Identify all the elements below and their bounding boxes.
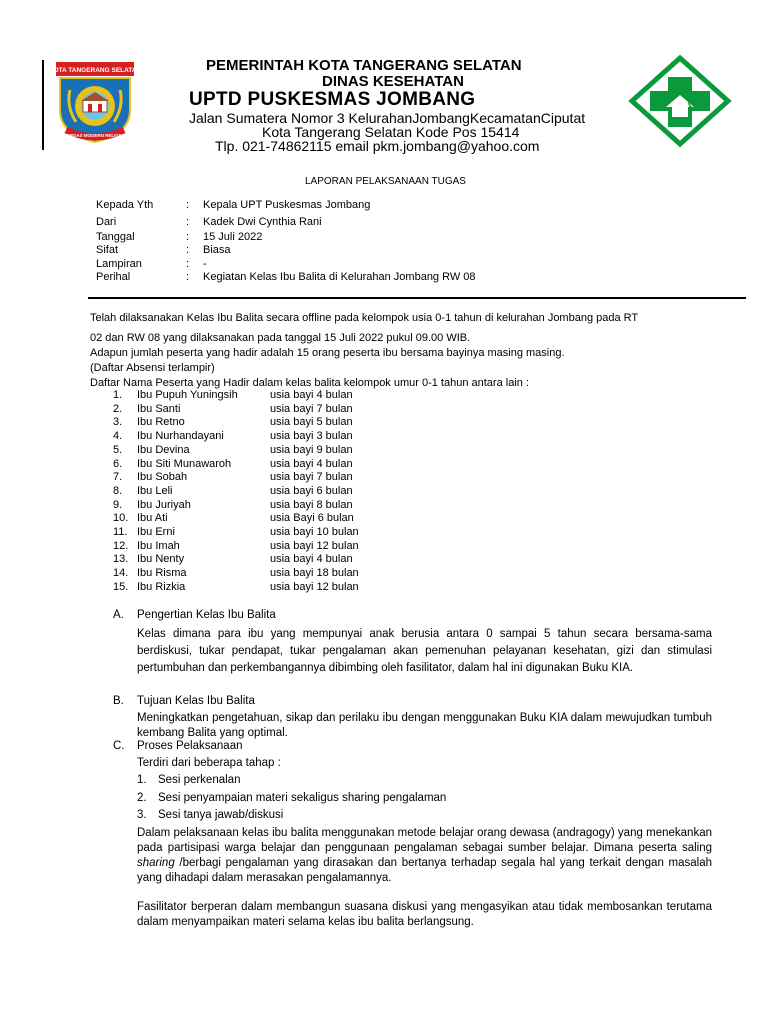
participant-number: 15. <box>113 580 129 593</box>
emblem-top-text: KOTA TANGERANG SELATAN <box>52 67 138 74</box>
header-institution: UPTD PUSKESMAS JOMBANG <box>189 89 476 110</box>
participant-number: 1. <box>113 389 123 401</box>
section-a-text: Kelas dimana para ibu yang mempunyai anak berusia antara 0 sampai 5 tahun secara bersama-sama berdiskusi, tukar pendapat, tukar pengalaman akan pemenuhan pelayanan kesehatan, gizi dan stimulasi pertumbuhan dan perkembangannya dibimbing oleh fasilitator, dalam hal ini digunakan Buku KIA. <box>137 628 712 674</box>
city-emblem-logo <box>52 60 138 146</box>
c-p1-part-a: Dalam pelaksanaan kelas ibu balita menggunakan metode belajar orang dewasa (andragogy) yang menekankan pada partisipasi warga belajar dan penggunaan pengalaman sebagai sumber belajar. Dimana peserta saling <box>137 827 712 854</box>
section-c-intro: Terdiri dari beberapa tahap : <box>137 757 281 769</box>
participant-baby-age: usia bayi 3 bulan <box>270 430 353 443</box>
participant-number: 6. <box>113 457 123 470</box>
participant-name: Ibu Santi <box>137 402 181 415</box>
memo-key: Tanggal <box>96 231 135 243</box>
participant-number: 8. <box>113 484 123 497</box>
intro-list-heading: Daftar Nama Peserta yang Hadir dalam kelas balita kelompok umur 0-1 tahun antara lain : <box>90 377 530 389</box>
participant-baby-age: usia bayi 9 bulan <box>270 443 353 456</box>
participant-baby-age: usia bayi 7 bulan <box>270 402 353 415</box>
memo-colon: : <box>186 271 190 283</box>
participant-name: Ibu Siti Munawaroh <box>137 457 232 470</box>
memo-colon: : <box>186 216 190 228</box>
process-step-text: Sesi penyampaian materi sekaligus sharing pengalaman <box>158 791 447 804</box>
participant-number: 3. <box>113 416 123 429</box>
participant-baby-age: usia bayi 4 bulan <box>270 389 353 401</box>
participant-number: 4. <box>113 430 123 443</box>
participant-number: 5. <box>113 443 123 456</box>
participant-name: Ibu Retno <box>137 416 185 429</box>
participant-name: Ibu Devina <box>137 443 190 456</box>
participant-name: Ibu Nenty <box>137 553 185 566</box>
participant-name: Ibu Ati <box>137 512 168 525</box>
section-b-title: Tujuan Kelas Ibu Balita <box>137 695 255 707</box>
participant-baby-age: usia bayi 12 bulan <box>270 539 359 552</box>
memo-value: Kepala UPT Puskesmas Jombang <box>203 199 371 211</box>
header-left-rule <box>42 60 44 150</box>
participant-name: Ibu Pupuh Yuningsih <box>137 389 238 401</box>
memo-divider <box>88 297 746 299</box>
participant-number: 11. <box>113 526 128 538</box>
section-b-text: Meningkatkan pengetahuan, sikap dan perilaku ibu dengan menggunakan Buku KIA dalam mewujudkan tumbuh kembang Balita yang optimal. <box>137 712 712 739</box>
participant-baby-age: usia bayi 4 bulan <box>270 457 353 470</box>
participant-name: Ibu Juriyah <box>137 498 191 511</box>
participant-baby-age: usia bayi 10 bulan <box>270 526 359 538</box>
memo-key: Sifat <box>96 244 119 256</box>
participant-baby-age: usia Bayi 6 bulan <box>270 512 354 525</box>
memo-key: Dari <box>96 216 117 228</box>
process-step-number: 3. <box>137 809 147 821</box>
process-step-text: Sesi perkenalan <box>158 774 241 786</box>
section-a-label: A. <box>113 609 124 621</box>
memo-value: Kadek Dwi Cynthia Rani <box>203 216 322 228</box>
participant-name: Ibu Leli <box>137 484 173 497</box>
participant-baby-age: usia bayi 18 bulan <box>270 567 359 580</box>
participant-name: Ibu Imah <box>137 539 180 552</box>
memo-value: - <box>203 258 207 270</box>
c-p1-part-b: /berbagi pengalaman yang dirasakan dan bertanya terhadap segala hal yang terkait dengan masalah yang dihadapi dalam merasakan pengalamannya. <box>137 857 712 884</box>
header-contact: Tlp. 021-74862115 email pkm.jombang@yahoo.com <box>215 138 540 154</box>
header-address: Jalan Sumatera Nomor 3 KelurahanJombangKecamatanCiputat <box>189 110 586 126</box>
section-c-paragraph-1 <box>137 826 712 886</box>
memo-colon: : <box>186 231 190 243</box>
participant-name: Ibu Sobah <box>137 471 188 484</box>
process-step-number: 1. <box>137 774 147 786</box>
memo-colon: : <box>186 258 190 270</box>
section-b-label: B. <box>113 695 124 707</box>
participant-baby-age: usia bayi 12 bulan <box>270 580 359 593</box>
section-a-title: Pengertian Kelas Ibu Balita <box>137 609 276 621</box>
participant-baby-age: usia bayi 7 bulan <box>270 471 353 484</box>
section-c-paragraph-2: Fasilitator berperan dalam membangun suasana diskusi yang mengasyikan atau tidak membosankan terutama dalam menyampaikan materi selama kelas ibu balita berlangsung. <box>137 901 712 928</box>
memo-colon: : <box>186 244 190 256</box>
section-c-label: C. <box>113 740 125 752</box>
emblem-bottom-text: CERDAS MODERN RELIGIUS <box>63 133 127 138</box>
process-step-number: 2. <box>137 791 147 804</box>
memo-key: Perihal <box>96 271 131 283</box>
memo-value: Kegiatan Kelas Ibu Balita di Kelurahan Jombang RW 08 <box>203 271 476 283</box>
memo-colon: : <box>186 199 190 211</box>
process-step-text: Sesi tanya jawab/diskusi <box>158 809 284 821</box>
c-p1-emphasis: sharing <box>137 857 175 869</box>
header-city: Kota Tangerang Selatan Kode Pos 15414 <box>262 124 520 140</box>
intro-line-2: 02 dan RW 08 yang dilaksanakan pada tanggal 15 Juli 2022 pukul 09.00 WIB. <box>90 332 471 344</box>
document-title: LAPORAN PELAKSANAAN TUGAS <box>305 176 466 187</box>
memo-key: Lampiran <box>96 258 142 270</box>
participant-baby-age: usia bayi 8 bulan <box>270 498 353 511</box>
puskesmas-logo <box>628 55 732 147</box>
participant-number: 7. <box>113 471 123 484</box>
participant-number: 12. <box>113 539 129 552</box>
memo-value: Biasa <box>203 244 231 256</box>
intro-attachment-note: (Daftar Absensi terlampir) <box>90 362 215 374</box>
participant-name: Ibu Rizkia <box>137 580 186 593</box>
participant-baby-age: usia bayi 5 bulan <box>270 416 353 429</box>
participant-number: 13. <box>113 553 129 566</box>
section-c-title: Proses Pelaksanaan <box>137 740 243 752</box>
intro-line-1: Telah dilaksanakan Kelas Ibu Balita secara offline pada kelompok usia 0-1 tahun di kelurahan Jombang pada RT <box>90 312 639 324</box>
participant-number: 14. <box>113 567 129 580</box>
participant-baby-age: usia bayi 6 bulan <box>270 484 353 497</box>
memo-key: Kepada Yth <box>96 199 154 211</box>
participant-baby-age: usia bayi 4 bulan <box>270 553 353 566</box>
participant-number: 10. <box>113 512 129 525</box>
participant-name: Ibu Nurhandayani <box>137 430 224 443</box>
memo-value: 15 Juli 2022 <box>203 231 263 243</box>
header-department: DINAS KESEHATAN <box>322 73 464 90</box>
header-government: PEMERINTAH KOTA TANGERANG SELATAN <box>206 57 522 74</box>
participant-number: 2. <box>113 402 123 415</box>
participant-number: 9. <box>113 498 123 511</box>
participant-name: Ibu Erni <box>137 526 175 538</box>
intro-attendance: Adapun jumlah peserta yang hadir adalah 15 orang peserta ibu bersama bayinya masing masing. <box>90 347 565 359</box>
participant-name: Ibu Risma <box>137 567 187 580</box>
intro-paragraph <box>90 310 730 391</box>
